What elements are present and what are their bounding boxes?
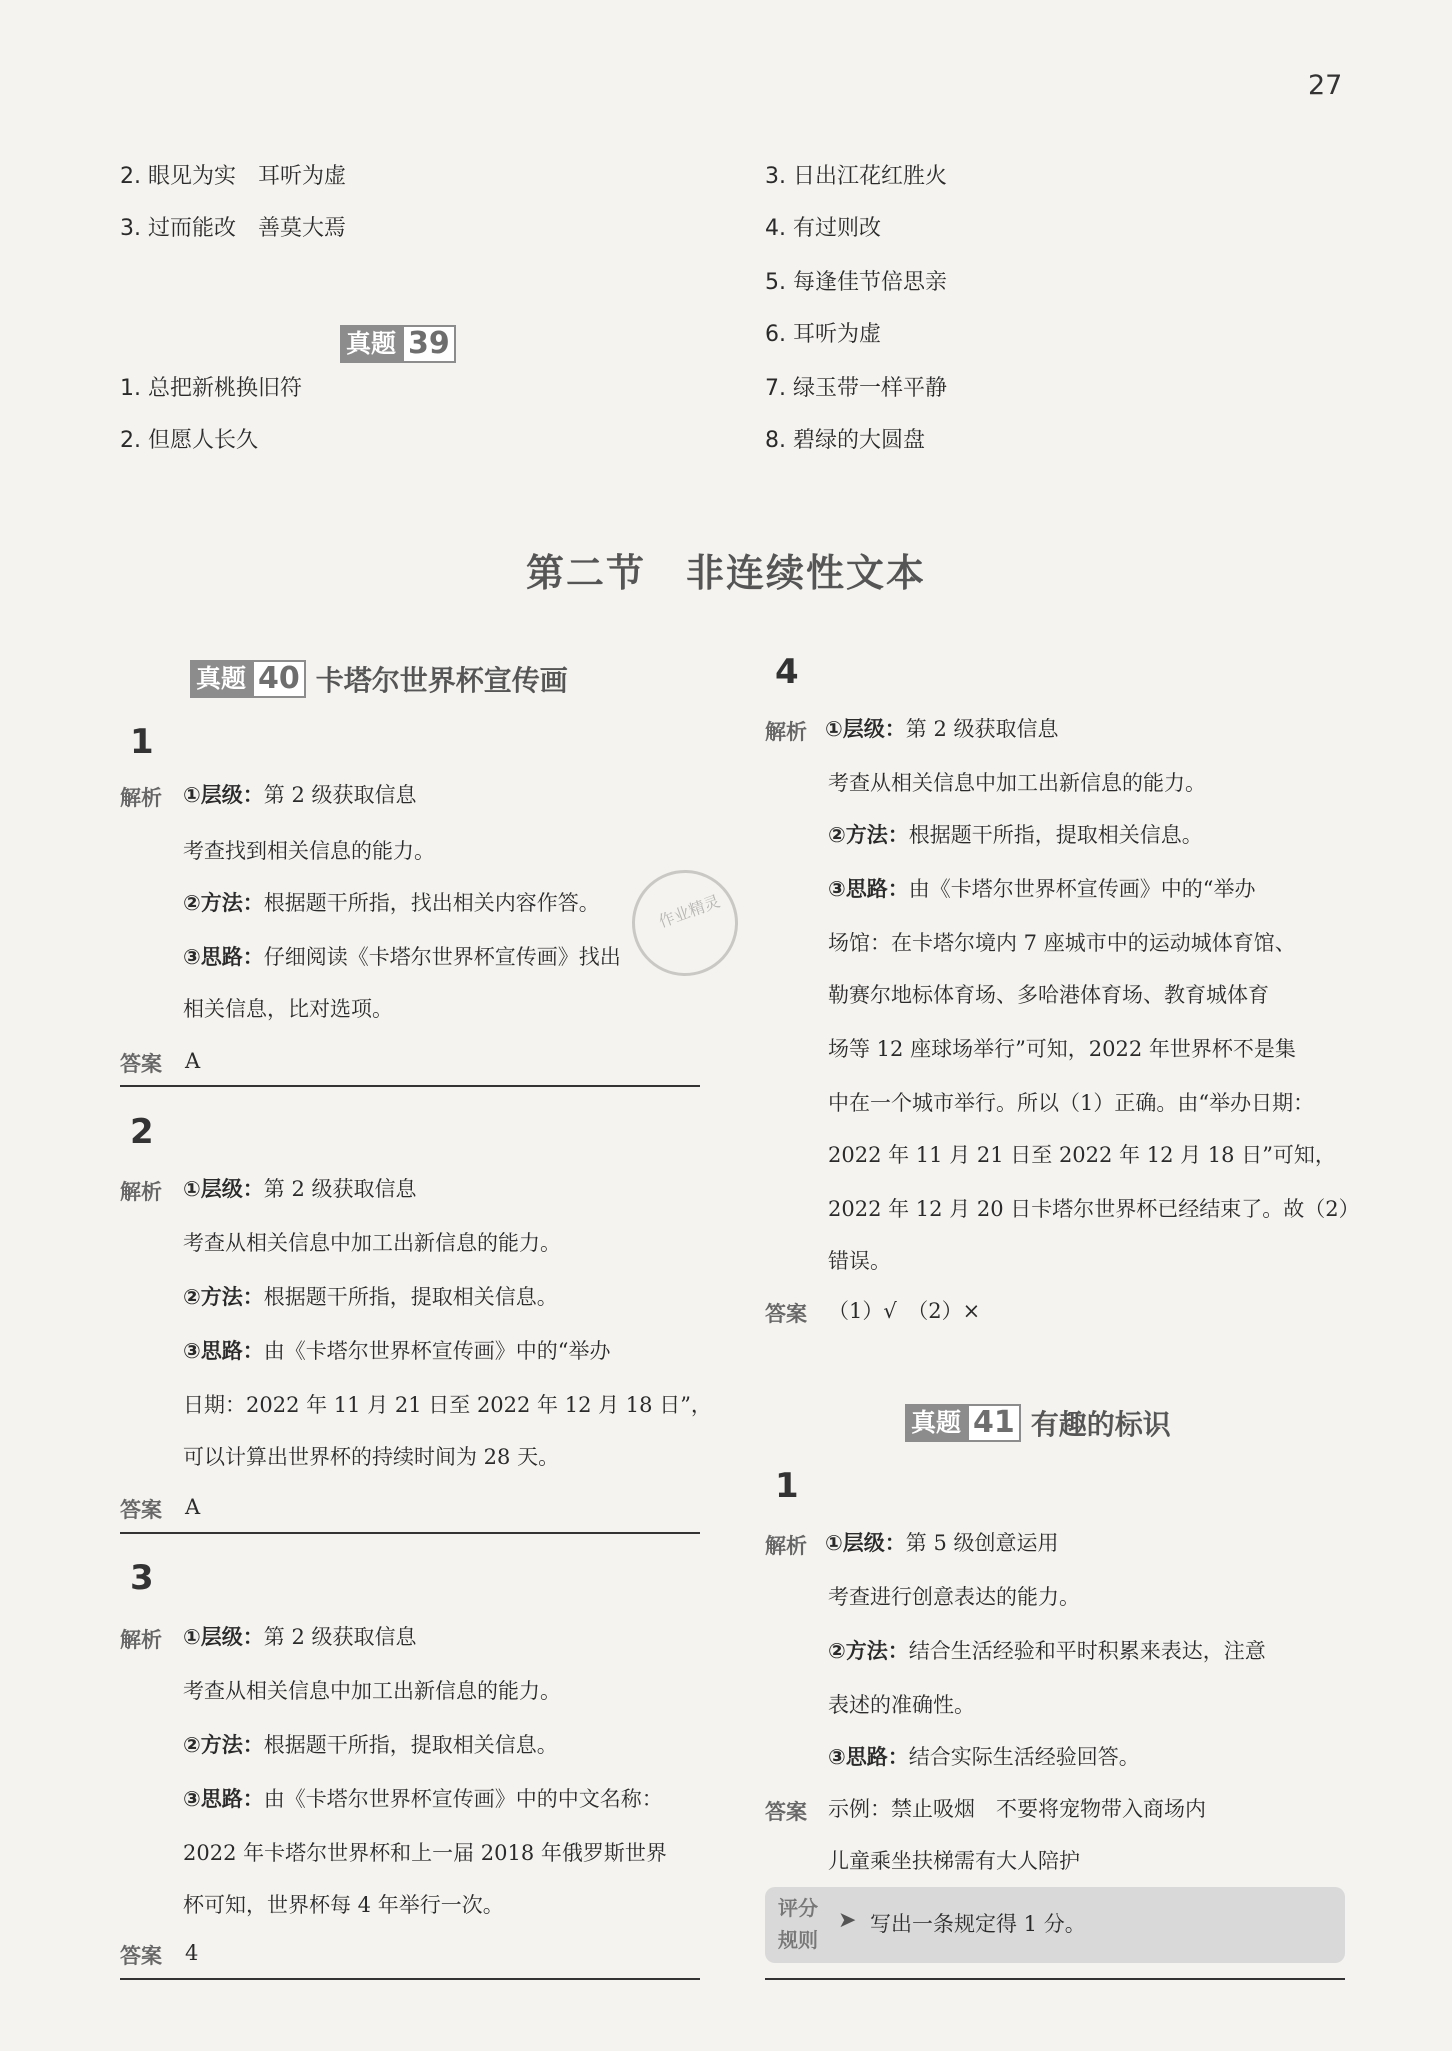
scoring-rule-text: 写出一条规定得 1 分。 xyxy=(870,1912,1086,1936)
top-right-line-3: 5. 每逢佳节倍思亲 xyxy=(765,270,947,295)
b1-level: 第 5 级创意运用 xyxy=(905,1531,1059,1555)
a3-number: 3 xyxy=(130,1558,154,1598)
a3-line-4 xyxy=(183,1784,663,1814)
top-right-line-1: 3. 日出江花红胜火 xyxy=(765,164,947,189)
a2-method: 根据题干所指，提取相关信息。 xyxy=(263,1285,558,1309)
a2-number: 2 xyxy=(130,1112,154,1152)
a3-method-label: ②方法： xyxy=(183,1733,264,1757)
q41-tag-label: 真题 xyxy=(905,1404,967,1442)
b1-line-2: 考查进行创意表达的能力。 xyxy=(828,1585,1080,1609)
a2-line-1 xyxy=(183,1174,417,1204)
a4-line-6: 勒赛尔地标体育场、多哈港体育场、教育城体育 xyxy=(828,983,1269,1007)
a2-line-6: 可以计算出世界杯的持续时间为 28 天。 xyxy=(183,1445,560,1469)
a3-method: 根据题干所指，提取相关信息。 xyxy=(263,1733,558,1757)
q39-tag-label: 真题 xyxy=(340,325,402,363)
stamp-seal xyxy=(617,855,753,991)
a2-line-5: 日期：2022 年 11 月 21 日至 2022 年 12 月 18 日”， xyxy=(183,1393,712,1417)
a4-line-11: 错误。 xyxy=(828,1249,891,1273)
a3-level: 第 2 级获取信息 xyxy=(263,1625,417,1649)
b1-idea: 结合实际生活经验回答。 xyxy=(908,1745,1140,1769)
a4-method: 根据题干所指，提取相关信息。 xyxy=(908,823,1203,847)
q39-line-1: 1. 总把新桃换旧符 xyxy=(120,376,302,401)
a1-level: 第 2 级获取信息 xyxy=(263,783,417,807)
q41-title: 有趣的标识 xyxy=(1030,1408,1171,1441)
a2-answer-label: 答案 xyxy=(120,1498,162,1522)
b1-level-label: ①层级： xyxy=(825,1531,906,1555)
a2-answer: A xyxy=(185,1495,201,1519)
top-left-line-1: 2. 眼见为实 耳听为虚 xyxy=(120,164,346,189)
a3-level-label: ①层级： xyxy=(183,1625,264,1649)
a4-line-5: 场馆：在卡塔尔境内 7 座城市中的运动城体育馆、 xyxy=(828,931,1296,955)
a3-idea: 由《卡塔尔世界杯宣传画》中的中文名称： xyxy=(263,1787,663,1811)
a4-line-10: 2022 年 12 月 20 日卡塔尔世界杯已经结束了。故（2） xyxy=(828,1197,1360,1221)
a4-method-label: ②方法： xyxy=(828,823,909,847)
b1-idea-label: ③思路： xyxy=(828,1745,909,1769)
a4-line-2: 考查从相关信息中加工出新信息的能力。 xyxy=(828,771,1206,795)
top-right-line-6: 8. 碧绿的大圆盘 xyxy=(765,428,925,453)
a2-line-2: 考查从相关信息中加工出新信息的能力。 xyxy=(183,1231,561,1255)
b1-line-5 xyxy=(828,1742,1140,1772)
divider xyxy=(765,1978,1345,1980)
divider xyxy=(120,1532,700,1534)
a4-answer-label: 答案 xyxy=(765,1302,807,1326)
a1-line-4 xyxy=(183,942,621,972)
a1-idea-label: ③思路： xyxy=(183,945,264,969)
b1-line-1 xyxy=(825,1528,1059,1558)
a1-method-label: ②方法： xyxy=(183,891,264,915)
a4-analysis-label: 解析 xyxy=(765,720,807,744)
q39-tag-number: 39 xyxy=(402,325,456,363)
page-number: 27 xyxy=(1308,70,1343,101)
a3-line-1 xyxy=(183,1622,417,1652)
a2-idea-label: ③思路： xyxy=(183,1339,264,1363)
top-right-line-5: 7. 绿玉带一样平静 xyxy=(765,376,947,401)
top-right-line-4: 6. 耳听为虚 xyxy=(765,322,881,347)
a1-line-2: 考查找到相关信息的能力。 xyxy=(183,839,435,863)
a2-analysis-label: 解析 xyxy=(120,1180,162,1204)
a1-level-label: ①层级： xyxy=(183,783,264,807)
b1-answer-line-2: 儿童乘坐扶梯需有大人陪护 xyxy=(828,1849,1080,1873)
a1-answer: A xyxy=(185,1049,201,1073)
scoring-rule-label-2: 规则 xyxy=(778,1928,818,1952)
a4-line-9: 2022 年 11 月 21 日至 2022 年 12 月 18 日”可知， xyxy=(828,1143,1336,1167)
q39-tag xyxy=(340,325,456,363)
divider xyxy=(120,1978,700,1980)
a4-level: 第 2 级获取信息 xyxy=(905,717,1059,741)
a3-answer-label: 答案 xyxy=(120,1944,162,1968)
a3-line-6: 杯可知，世界杯每 4 年举行一次。 xyxy=(183,1893,504,1917)
a1-line-1 xyxy=(183,780,417,810)
a1-line-3 xyxy=(183,888,600,918)
top-left-line-2: 3. 过而能改 善莫大焉 xyxy=(120,216,346,241)
a4-line-1 xyxy=(825,714,1059,744)
a4-line-7: 场等 12 座球场举行”可知，2022 年世界杯不是集 xyxy=(828,1037,1296,1061)
b1-number: 1 xyxy=(775,1466,799,1506)
a1-line-5: 相关信息，比对选项。 xyxy=(183,997,393,1021)
q41-tag-number: 41 xyxy=(967,1404,1021,1442)
a3-line-2: 考查从相关信息中加工出新信息的能力。 xyxy=(183,1679,561,1703)
a4-line-3 xyxy=(828,820,1203,850)
top-right-line-2: 4. 有过则改 xyxy=(765,216,881,241)
a3-line-3 xyxy=(183,1730,558,1760)
a1-idea: 仔细阅读《卡塔尔世界杯宣传画》找出 xyxy=(263,945,621,969)
a3-line-5: 2022 年卡塔尔世界杯和上一届 2018 年俄罗斯世界 xyxy=(183,1841,667,1865)
b1-line-4: 表述的准确性。 xyxy=(828,1693,975,1717)
b1-method: 结合生活经验和平时积累来表达，注意 xyxy=(908,1639,1266,1663)
a4-line-4 xyxy=(828,874,1256,904)
a2-level: 第 2 级获取信息 xyxy=(263,1177,417,1201)
q41-tag xyxy=(905,1404,1171,1442)
b1-line-3 xyxy=(828,1636,1266,1666)
arrow-right-icon: ➤ xyxy=(838,1908,857,1933)
q40-tag xyxy=(190,660,568,698)
q40-title: 卡塔尔世界杯宣传画 xyxy=(315,664,568,697)
a3-idea-label: ③思路： xyxy=(183,1787,264,1811)
a4-line-8: 中在一个城市举行。所以（1）正确。由“举办日期： xyxy=(828,1091,1315,1115)
a4-level-label: ①层级： xyxy=(825,717,906,741)
b1-analysis-label: 解析 xyxy=(765,1534,807,1558)
section-title: 第二节 非连续性文本 xyxy=(525,551,926,595)
a4-idea: 由《卡塔尔世界杯宣传画》中的“举办 xyxy=(908,877,1256,901)
a2-line-3 xyxy=(183,1282,558,1312)
a3-answer: 4 xyxy=(185,1941,199,1965)
a2-idea: 由《卡塔尔世界杯宣传画》中的“举办 xyxy=(263,1339,611,1363)
a1-answer-label: 答案 xyxy=(120,1052,162,1076)
q40-tag-number: 40 xyxy=(252,660,306,698)
a4-answer: （1）√ （2）× xyxy=(828,1299,981,1323)
a3-analysis-label: 解析 xyxy=(120,1628,162,1652)
a2-level-label: ①层级： xyxy=(183,1177,264,1201)
q40-tag-label: 真题 xyxy=(190,660,252,698)
b1-method-label: ②方法： xyxy=(828,1639,909,1663)
a1-analysis-label: 解析 xyxy=(120,786,162,810)
a1-number: 1 xyxy=(130,722,154,762)
scoring-rule-label xyxy=(778,1892,818,1956)
a4-idea-label: ③思路： xyxy=(828,877,909,901)
a4-number: 4 xyxy=(775,652,799,692)
a1-method: 根据题干所指，找出相关内容作答。 xyxy=(263,891,600,915)
a2-line-4 xyxy=(183,1336,611,1366)
scoring-rule-label-1: 评分 xyxy=(778,1896,818,1920)
divider xyxy=(120,1085,700,1087)
b1-answer-label: 答案 xyxy=(765,1800,807,1824)
a2-method-label: ②方法： xyxy=(183,1285,264,1309)
b1-answer: 示例：禁止吸烟 不要将宠物带入商场内 xyxy=(828,1797,1206,1821)
q39-line-2: 2. 但愿人长久 xyxy=(120,428,258,453)
stamp-seal-text: 作业精灵 xyxy=(655,891,723,932)
